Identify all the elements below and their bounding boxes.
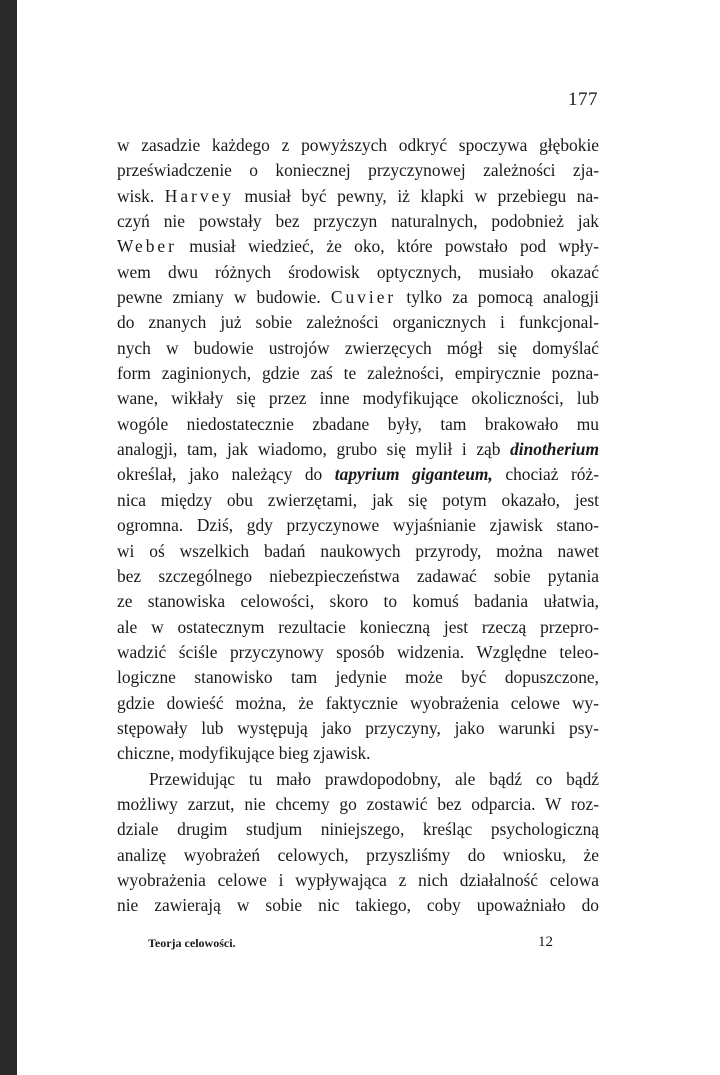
text-line <box>117 184 599 209</box>
spaced-name: Harvey <box>164 185 234 206</box>
text-line <box>117 868 599 893</box>
text-run: wisk. <box>117 185 165 206</box>
text-line <box>117 361 599 386</box>
spaced-name: Cuvier <box>330 287 397 308</box>
text-run: wane, wikłały się przez inne modyfikujące okoliczności, lub <box>117 388 599 409</box>
text-line <box>117 437 599 462</box>
text-run: pewne zmiany w budowie. <box>117 287 331 308</box>
text-run: do znanych już sobie zależności organicznych i funkcjonal- <box>117 312 599 333</box>
text-run: ogromna. Dziś, gdy przyczynowe wyjaśnianie zjawisk stano- <box>117 515 599 536</box>
text-line <box>117 539 599 564</box>
text-line <box>117 336 599 361</box>
text-line <box>117 741 599 766</box>
text-line <box>117 716 599 741</box>
text-line <box>117 893 599 918</box>
text-line <box>117 260 599 285</box>
text-line <box>117 564 599 589</box>
text-run: Przewidując tu mało prawdopodobny, ale bądź co bądź <box>149 768 599 789</box>
text-run: gdzie dowieść można, że faktycznie wyobrażenia celowe wy- <box>117 692 599 713</box>
text-line <box>117 158 599 183</box>
text-line <box>117 640 599 665</box>
text-run: określał, jako należący do <box>117 464 335 485</box>
text-run: nych w budowie ustrojów zwierzęcych mógł się domyślać <box>117 337 599 358</box>
text-line <box>117 209 599 234</box>
text-line <box>117 462 599 487</box>
footer-title: Teorja celowości. <box>148 936 236 950</box>
text-line <box>117 767 599 792</box>
spaced-name: Weber <box>117 236 177 257</box>
text-run: wem dwu różnych środowisk optycznych, musiało okazać <box>117 261 599 282</box>
text-run: wogóle niedostatecznie zbadane były, tam brakowało mu <box>117 413 599 434</box>
page-number: 177 <box>568 89 598 110</box>
text-run: bez szczególnego niebezpieczeństwa zadawać sobie pytania <box>117 565 599 586</box>
text-run: stępowały lub występują jako przyczyny, jako warunki psy- <box>117 717 599 738</box>
text-run: logiczne stanowisko tam jedynie może być dopuszczone, <box>117 667 599 688</box>
text-run: możliwy zarzut, nie chcemy go zostawić bez odparcia. W roz- <box>117 793 599 814</box>
text-run: analogji, tam, jak wiadomo, grubo się mylił i ząb <box>117 439 511 460</box>
text-run: ale w ostatecznym rezultacie konieczną jest rzeczą przepro- <box>117 616 599 637</box>
text-run: chiczne, modyfikujące bieg zjawisk. <box>117 743 371 764</box>
page-edge-shadow <box>0 0 22 1075</box>
text-line <box>117 285 599 310</box>
text-line <box>117 412 599 437</box>
italic-term: dinotherium <box>510 439 599 460</box>
text-run: wyobrażenia celowe i wypływająca z nich działalność celowa <box>117 869 599 890</box>
text-line <box>117 310 599 335</box>
text-line <box>117 386 599 411</box>
text-line <box>117 691 599 716</box>
text-line <box>117 488 599 513</box>
text-line <box>117 843 599 868</box>
text-run: dziale drugim studjum niniejszego, kreśląc psychologiczną <box>117 819 599 840</box>
text-run: wadzić ściśle przyczynowy sposób widzenia. Względne teleo- <box>117 641 599 662</box>
text-run: tylko za pomocą analogji <box>396 287 599 308</box>
text-run: przeświadczenie o koniecznej przyczynowej zależności zja- <box>117 160 599 181</box>
text-run: nica między obu zwierzętami, jak się potym okazało, jest <box>117 489 599 510</box>
text-line <box>117 513 599 538</box>
text-run: musiał być pewny, iż klapki w przebiegu na- <box>233 185 599 206</box>
text-run: chociaż róż- <box>492 464 600 485</box>
text-line <box>117 665 599 690</box>
text-line <box>117 792 599 817</box>
text-run: nie zawierają w sobie nic takiego, coby upoważniało do <box>117 895 599 916</box>
text-run: form zaginionych, gdzie zaś te zależności, empirycznie pozna- <box>117 363 599 384</box>
text-run: wi oś wszelkich badań naukowych przyrody, można nawet <box>117 540 599 561</box>
text-run: ze stanowiska celowości, skoro to komuś badania ułatwia, <box>117 591 599 612</box>
text-run: w zasadzie każdego z powyższych odkryć spoczywa głębokie <box>117 135 599 155</box>
text-run: analizę wyobrażeń celowych, przyszliśmy do wniosku, że <box>117 844 599 865</box>
italic-term: tapyrium giganteum, <box>334 464 493 485</box>
text-line <box>117 817 599 842</box>
signature-mark: 12 <box>538 934 553 950</box>
text-run: czyń nie powstały bez przyczyn naturalnych, podobnież jak <box>117 211 599 232</box>
text-run: musiał wiedzieć, że oko, które powstało pod wpły- <box>176 236 599 257</box>
text-line <box>117 234 599 259</box>
text-line <box>117 589 599 614</box>
body-text <box>117 133 599 919</box>
text-line <box>117 615 599 640</box>
text-line <box>117 133 599 158</box>
